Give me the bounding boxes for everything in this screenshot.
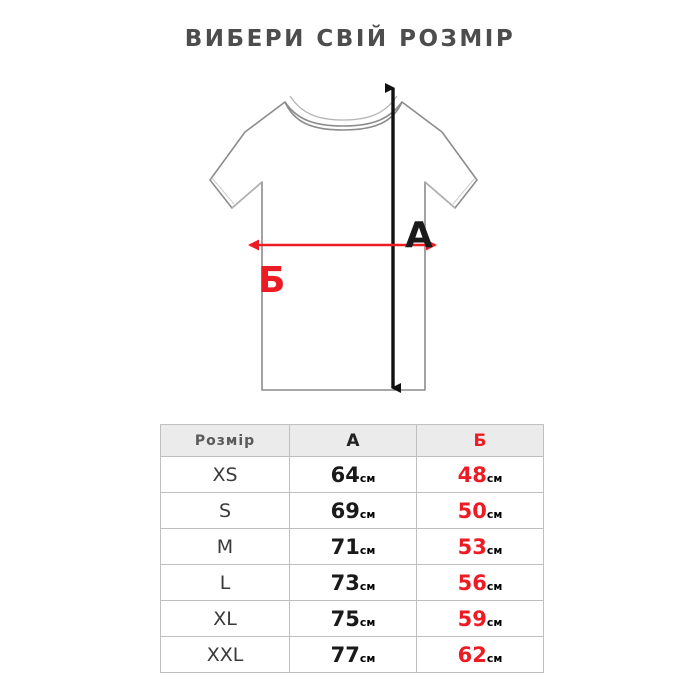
cell-b [417,601,544,637]
cell-a [290,565,417,601]
cell-size: XXL [161,637,290,673]
cell-a [290,601,417,637]
value-a: 77 [330,642,360,667]
cell-a [290,457,417,493]
measure-label-b: Б [258,260,286,301]
cell-a [290,637,417,673]
unit-label: см [359,579,376,593]
value-b: 48 [457,462,487,487]
table-row [161,529,544,565]
value-a: 64 [330,462,360,487]
table-header-row [161,425,544,457]
unit-label: см [486,471,503,485]
unit-label: см [359,507,376,521]
cell-size: M [161,529,290,565]
size-table [160,424,544,673]
measure-label-a: А [405,215,433,256]
unit-label: см [359,543,376,557]
unit-label: см [359,471,376,485]
cell-size: S [161,493,290,529]
table-row [161,565,544,601]
unit-label: см [359,651,376,665]
page-title: ВИБЕРИ СВІЙ РОЗМІР [184,26,516,52]
table-row [161,493,544,529]
unit-label: см [486,543,503,557]
cell-b [417,637,544,673]
value-a: 71 [330,534,360,559]
cell-size: XL [161,601,290,637]
value-a: 73 [330,570,360,595]
value-b: 62 [457,642,487,667]
value-b: 59 [457,606,487,631]
cell-size: XS [161,457,290,493]
unit-label: см [359,615,376,629]
cell-b [417,565,544,601]
cell-b [417,457,544,493]
value-b: 56 [457,570,487,595]
value-b: 50 [457,498,487,523]
value-a: 75 [330,606,360,631]
header-a: А [290,425,417,457]
cell-size: L [161,565,290,601]
header-size: Розмір [161,425,290,457]
cell-b [417,493,544,529]
cell-a [290,529,417,565]
cell-b [417,529,544,565]
tshirt-diagram [150,60,570,400]
header-b: Б [417,425,544,457]
unit-label: см [486,651,503,665]
table-row [161,601,544,637]
value-a: 69 [330,498,360,523]
table-row [161,457,544,493]
cell-a [290,493,417,529]
unit-label: см [486,579,503,593]
tshirt-outline-icon [150,60,570,400]
table-row [161,637,544,673]
unit-label: см [486,507,503,521]
unit-label: см [486,615,503,629]
value-b: 53 [457,534,487,559]
